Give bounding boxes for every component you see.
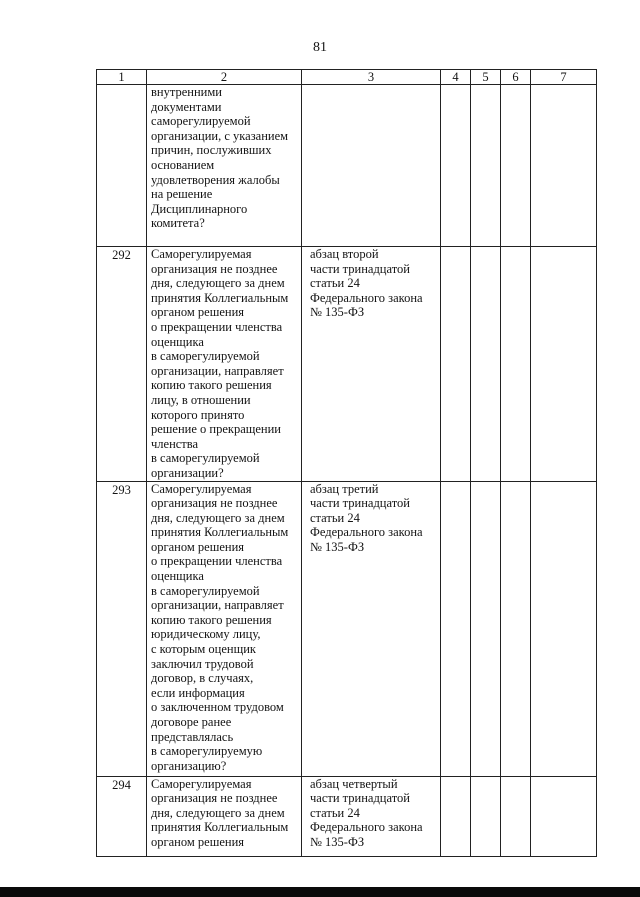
table-row — [97, 247, 597, 482]
header-col-5: 5 — [471, 70, 501, 85]
answer-cell-na — [501, 481, 531, 776]
answer-cell-no — [471, 85, 501, 247]
checklist-table — [96, 69, 597, 857]
reference-cell: абзац четвертый части тринадцатой статьи 24 Федерального закона № 135-ФЗ — [302, 776, 441, 856]
header-col-6: 6 — [501, 70, 531, 85]
reference-cell — [302, 85, 441, 247]
row-number: 294 — [97, 776, 147, 856]
notes-cell — [531, 776, 597, 856]
page-number: 81 — [313, 40, 327, 55]
notes-cell — [531, 247, 597, 482]
header-col-3: 3 — [302, 70, 441, 85]
answer-cell-yes — [441, 776, 471, 856]
answer-cell-yes — [441, 85, 471, 247]
row-number — [97, 85, 147, 247]
table-row — [97, 776, 597, 856]
answer-cell-no — [471, 247, 501, 482]
table-row — [97, 481, 597, 776]
answer-cell-yes — [441, 247, 471, 482]
scan-edge-band — [0, 887, 640, 897]
answer-cell-na — [501, 247, 531, 482]
question-cell: внутренними документами саморегулируемой организации, с указанием причин, послуживших основанием удовлетворения жалобы на решение Дисциплинарного комитета? — [147, 85, 302, 247]
answer-cell-na — [501, 85, 531, 247]
header-col-4: 4 — [441, 70, 471, 85]
question-cell: Саморегулируемая организация не позднее дня, следующего за днем принятия Коллегиальным органом решения — [147, 776, 302, 856]
answer-cell-no — [471, 481, 501, 776]
question-cell: Саморегулируемая организация не позднее дня, следующего за днем принятия Коллегиальным органом решения о прекращении членства оценщика в саморегулируемой организации, направляет копию такого решения юридическому лицу, с которым оценщик заключил трудовой договор, в случаях, если информация о заключенном трудовом договоре ранее представлялась в саморегулируемую организацию? — [147, 481, 302, 776]
header-col-1: 1 — [97, 70, 147, 85]
header-col-2: 2 — [147, 70, 302, 85]
answer-cell-na — [501, 776, 531, 856]
answer-cell-no — [471, 776, 501, 856]
question-cell: Саморегулируемая организация не позднее дня, следующего за днем принятия Коллегиальным органом решения о прекращении членства оценщика в саморегулируемой организации, направляет копию такого решения лицу, в отношении которого принято решение о прекращении членства в саморегулируемой организации? — [147, 247, 302, 482]
row-number: 292 — [97, 247, 147, 482]
row-number: 293 — [97, 481, 147, 776]
reference-cell: абзац третий части тринадцатой статьи 24 Федерального закона № 135-ФЗ — [302, 481, 441, 776]
notes-cell — [531, 85, 597, 247]
header-col-7: 7 — [531, 70, 597, 85]
notes-cell — [531, 481, 597, 776]
table-row — [97, 85, 597, 247]
header-row — [97, 70, 597, 85]
reference-cell: абзац второй части тринадцатой статьи 24 Федерального закона № 135-ФЗ — [302, 247, 441, 482]
answer-cell-yes — [441, 481, 471, 776]
